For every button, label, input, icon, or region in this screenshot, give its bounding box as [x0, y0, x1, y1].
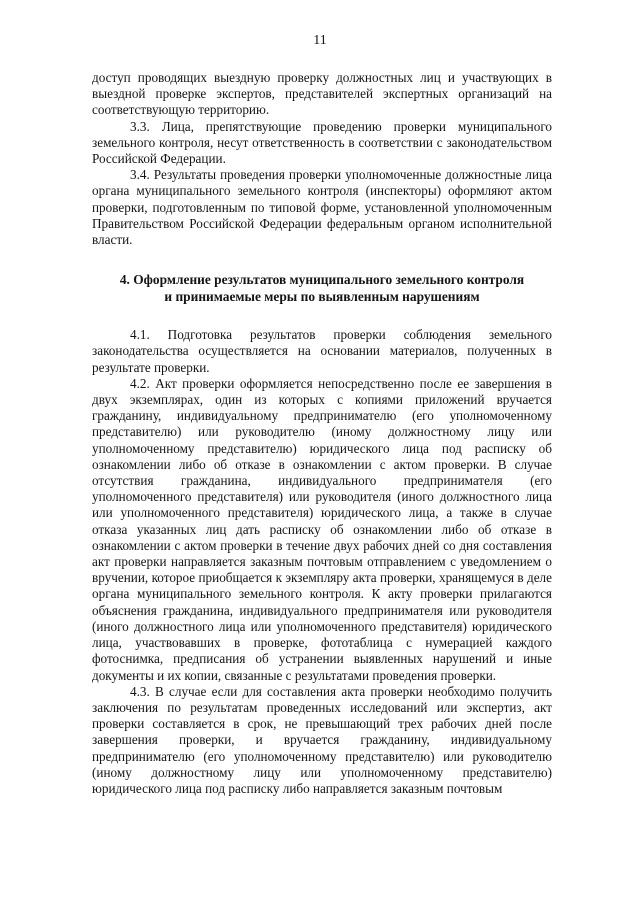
paragraph-4-3: 4.3. В случае если для составления акта проверки необходимо получить заключения по результатам проведенных исследований или экспертиз, акт проверки составляется в срок, не превышающий трех рабочих дней после завершения проверки, и вручается гражданину, индивидуальному предпринимателю (его уполномоченному представителю) или руководителю (иному должностному лицу или уполномоченному представителю) юридического лица под расписку либо направляется заказным почтовым [92, 683, 552, 796]
paragraph: доступ проводящих выездную проверку должностных лиц и участвующих в выездной проверке экспертов, представителей экспертных организаций на соответствующую территорию. [92, 70, 552, 118]
paragraph-4-2: 4.2. Акт проверки оформляется непосредственно после ее завершения в двух экземплярах, один из которых с копиями приложений вручается гражданину, индивидуальному предпринимателю (его уполномоченному представителю) или руководителю (иному должностному лицу или уполномоченному представителю) юридического лица под расписку об ознакомлении либо об отказе в ознакомлении с актом проверки. В случае отсутствия гражданина, индивидуального предпринимателя (его уполномоченного представителя) или руководителя (иного должностного лица или уполномоченного представителя) юридического лица, а также в случае отказа указанных лиц дать расписку об ознакомлении либо об отказе в ознакомлении с актом проверки в течение двух рабочих дней со дня составления акт проверки направляется заказным почтовым отправлением с уведомлением о вручении, которое приобщается к экземпляру акта проверки, хранящемуся в деле органа муниципального земельного контроля. К акту проверки прилагаются объяснения гражданина, индивидуального предпринимателя или руководителя (иного должностного лица или уполномоченного представителя) юридического лица, участвовавших в проверке, фототаблица с нумерацией каждого фотоснимка, предписания об устранении выявленных нарушений и иные документы и их копии, связанные с результатами проведения проверки. [92, 375, 552, 683]
section-heading [92, 272, 552, 305]
section-heading-line2: и принимаемые меры по выявленным нарушениям [164, 288, 480, 304]
section-heading-line1: 4. Оформление результатов муниципального земельного контроля [119, 272, 525, 288]
paragraph-3-3: 3.3. Лица, препятствующие проведению проверки муниципального земельного контроля, несут ответственность в соответствии с законодательством Российской Федерации. [92, 118, 552, 167]
paragraph-3-4: 3.4. Результаты проведения проверки уполномоченные должностные лица органа муниципального земельного контроля (инспекторы) оформляют актом проверки, подготовленным по типовой форме, установленной уполномоченным Правительством Российской Федерации федеральным органом исполнительной власти. [92, 167, 552, 248]
page-number: 11 [313, 33, 327, 48]
paragraph-4-1: 4.1. Подготовка результатов проверки соблюдения земельного законодательства осуществляется на основании материалов, полученных в результате проверки. [92, 327, 552, 375]
document-body [92, 70, 552, 797]
spacer [92, 248, 552, 272]
